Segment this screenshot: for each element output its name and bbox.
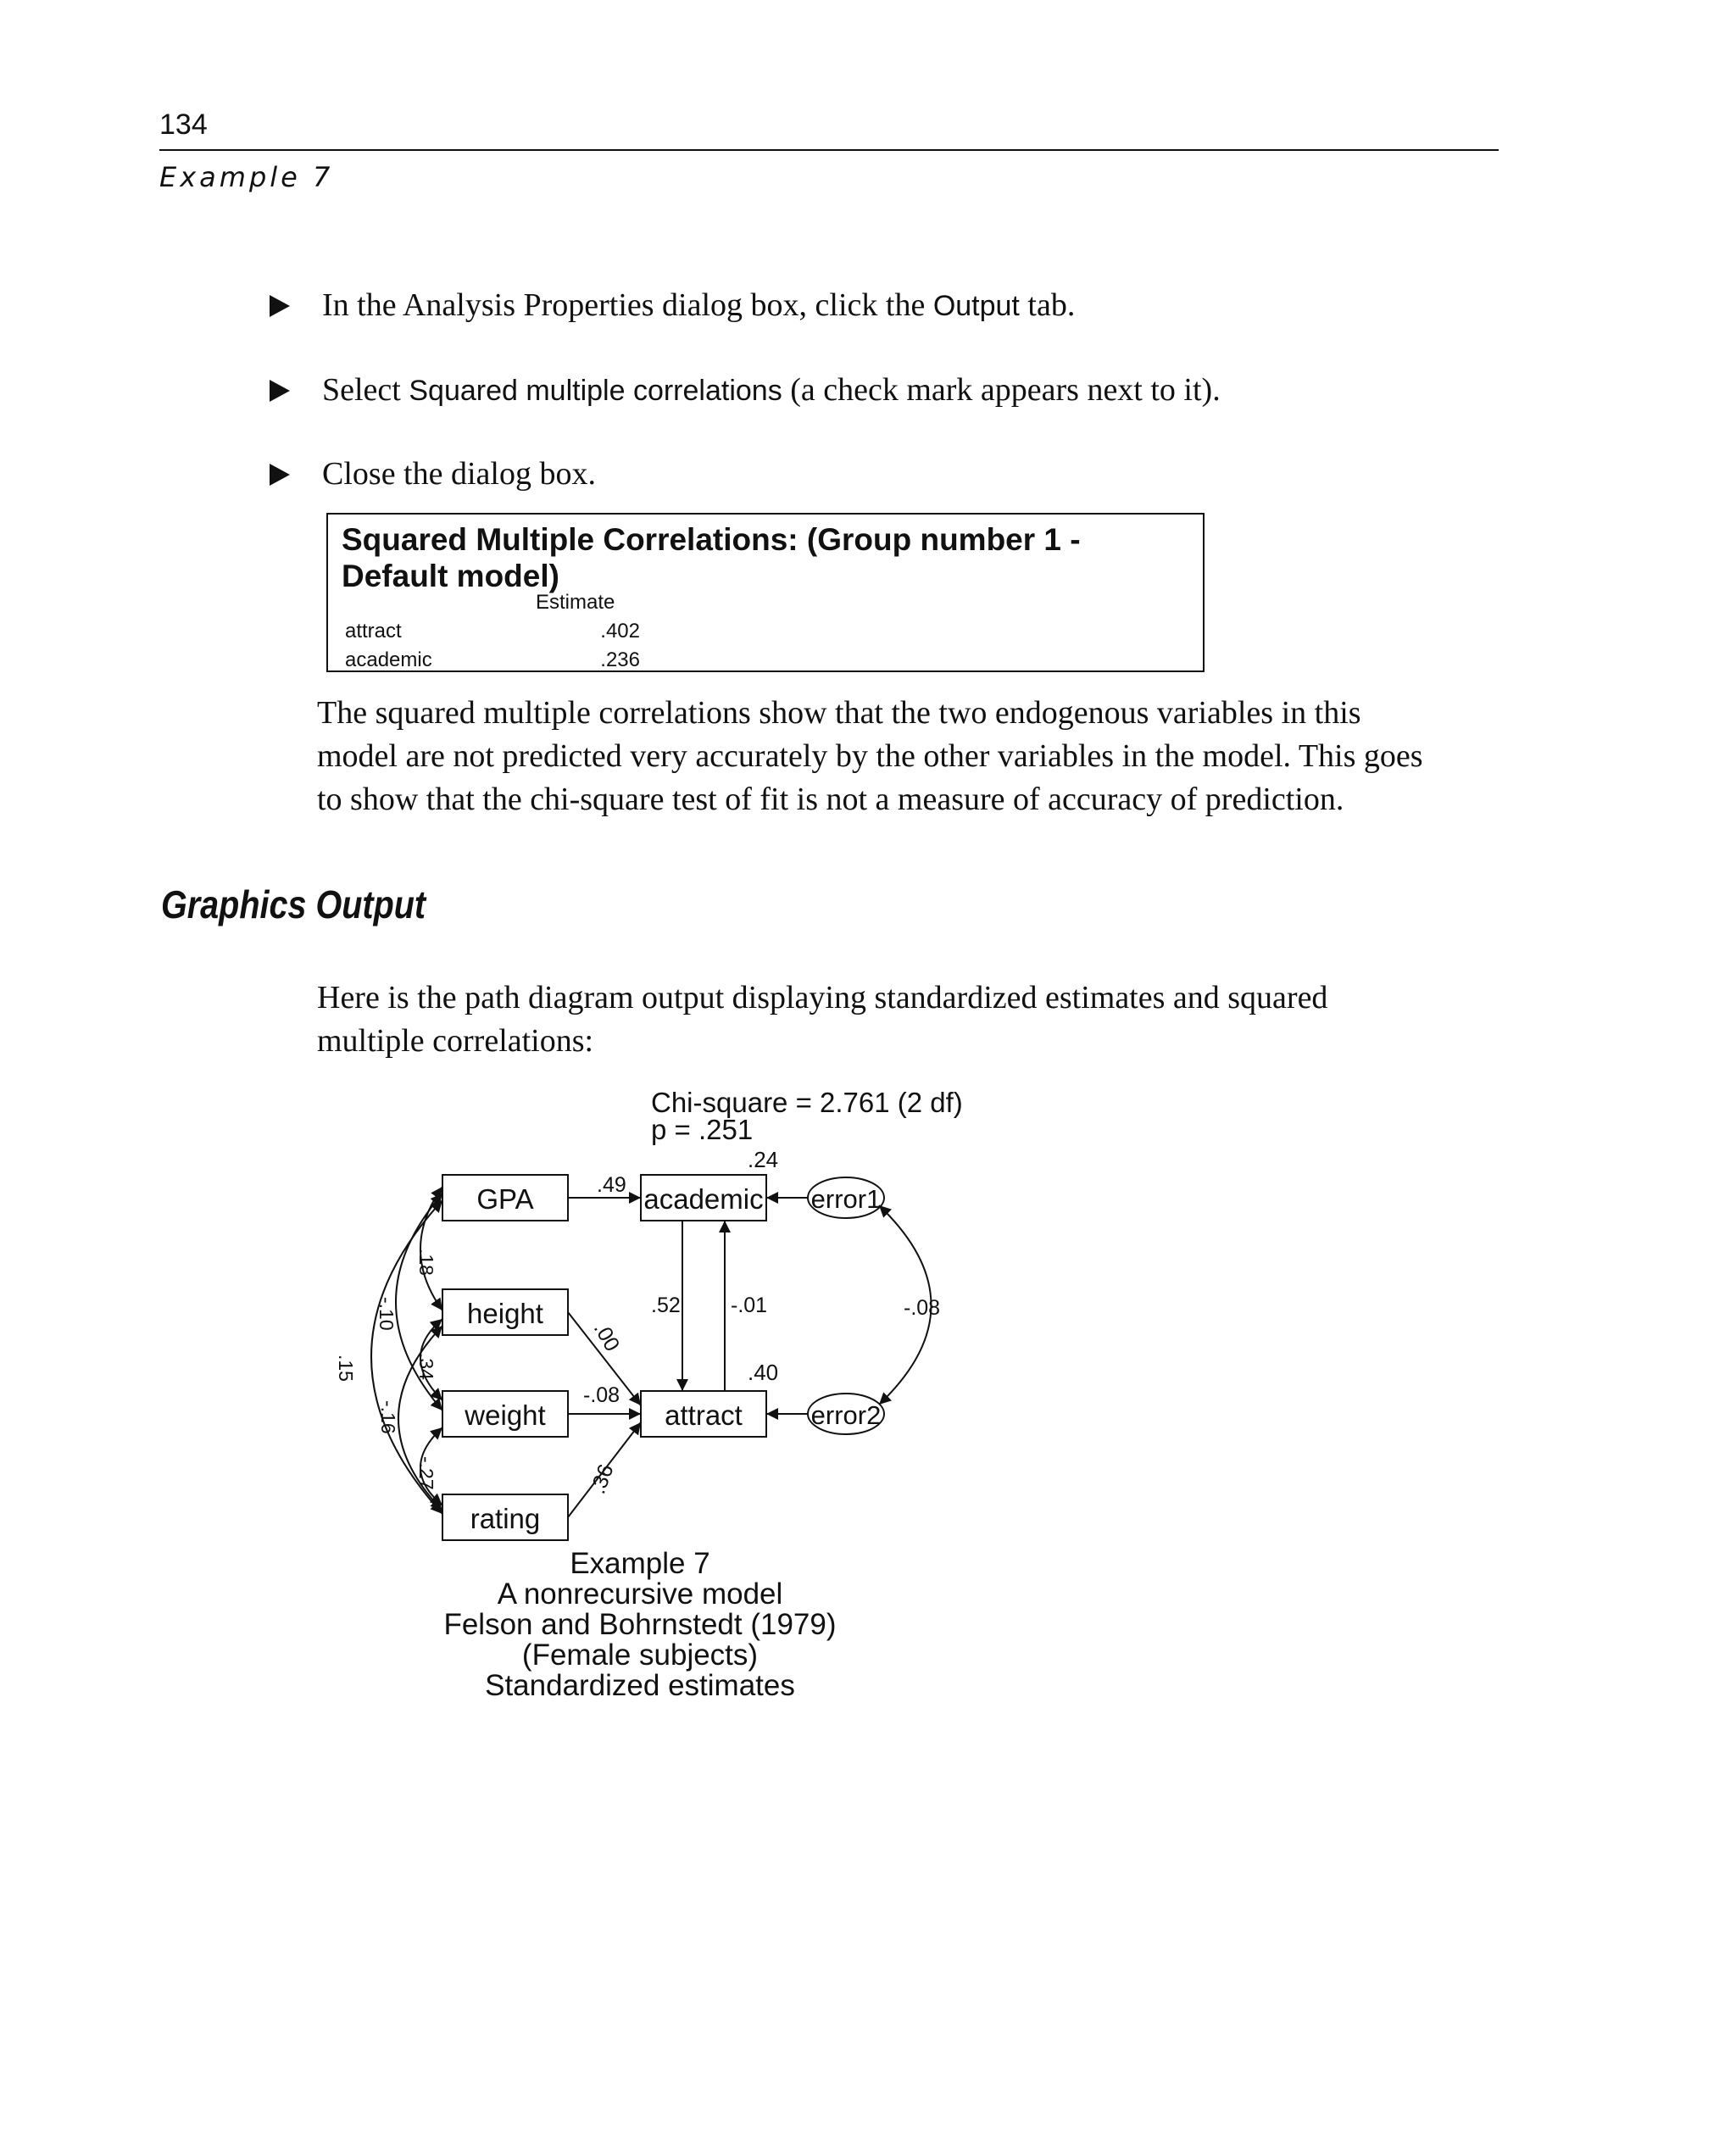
smc-row-value: .236 [600, 648, 640, 671]
diagram-caption-line: Standardized estimates [485, 1669, 795, 1702]
coef-academic-attract: .52 [651, 1294, 681, 1317]
coef-gpa-academic: .49 [597, 1173, 626, 1197]
page-number: 134 [159, 108, 208, 141]
paragraph-line: Here is the path diagram output displaying standardized estimates and squared [317, 980, 1328, 1015]
corr-label-height-rating: -.16 [377, 1400, 399, 1434]
height-label: height [467, 1298, 543, 1329]
step-text-pre: Select [322, 372, 409, 408]
paragraph-line: to show that the chi-square test of fit is not a measure of accuracy of prediction. [317, 782, 1344, 817]
smc-row-label: attract [345, 620, 402, 643]
error2-label: error2 [810, 1400, 882, 1430]
corr-label-error1-error2: -.08 [904, 1296, 941, 1320]
gpa-label: GPA [476, 1183, 534, 1215]
corr-label-gpa-rating: .15 [335, 1355, 357, 1382]
smc-row-label: academic [345, 648, 432, 671]
step-text-post: tab. [1019, 287, 1076, 323]
attract-label: attract [665, 1399, 743, 1431]
academic-r-squared: .24 [748, 1147, 779, 1172]
corr-label-gpa-weight: -.10 [376, 1297, 398, 1331]
paragraph-line: multiple correlations: [317, 1023, 594, 1059]
running-head: Example 7 [159, 161, 334, 193]
corr-label-height-weight: .34 [415, 1353, 437, 1380]
coef-rating-attract: .36 [586, 1461, 619, 1498]
step-ui-term: Squared multiple correlations [409, 375, 782, 407]
diagram-caption-line: Example 7 [570, 1547, 710, 1580]
smc-column-header: Estimate [536, 591, 615, 614]
diagram-caption-line: A nonrecursive model [497, 1577, 783, 1611]
smc-row-value: .402 [600, 620, 640, 643]
smc-title-line1: Squared Multiple Correlations: (Group number 1 - [342, 522, 1081, 557]
section-heading: Graphics Output [161, 882, 426, 926]
corr-label-gpa-height: .18 [415, 1249, 437, 1276]
step-text-pre: Close the dialog box. [322, 456, 596, 492]
smc-title-line2: Default model) [342, 559, 559, 593]
p-value-label: p = .251 [651, 1114, 754, 1145]
attract-r-squared: .40 [748, 1360, 779, 1385]
paragraph-line: The squared multiple correlations show that the two endogenous variables in this [317, 695, 1361, 731]
coef-height-attract: .00 [588, 1318, 625, 1356]
step-ui-term: Output [932, 290, 1020, 322]
error1-label: error1 [810, 1184, 882, 1214]
diagram-caption-line: (Female subjects) [521, 1639, 759, 1672]
diagram-caption-line: Felson and Bohrnstedt (1979) [443, 1608, 837, 1641]
weight-label: weight [465, 1399, 546, 1431]
corr-label-weight-rating: -.27 [415, 1456, 437, 1490]
paragraph-line: model are not predicted very accurately by the other variables in the model. This goes [317, 738, 1423, 774]
coef-weight-attract: -.08 [583, 1383, 620, 1407]
chi-square-label: Chi-square = 2.761 (2 df) [651, 1087, 963, 1118]
coef-attract-academic: -.01 [731, 1294, 768, 1317]
academic-label: academic [643, 1183, 764, 1215]
step-text-post: (a check mark appears next to it). [782, 372, 1221, 408]
rating-label: rating [470, 1503, 541, 1534]
step-text-pre: In the Analysis Properties dialog box, click the [322, 287, 933, 323]
